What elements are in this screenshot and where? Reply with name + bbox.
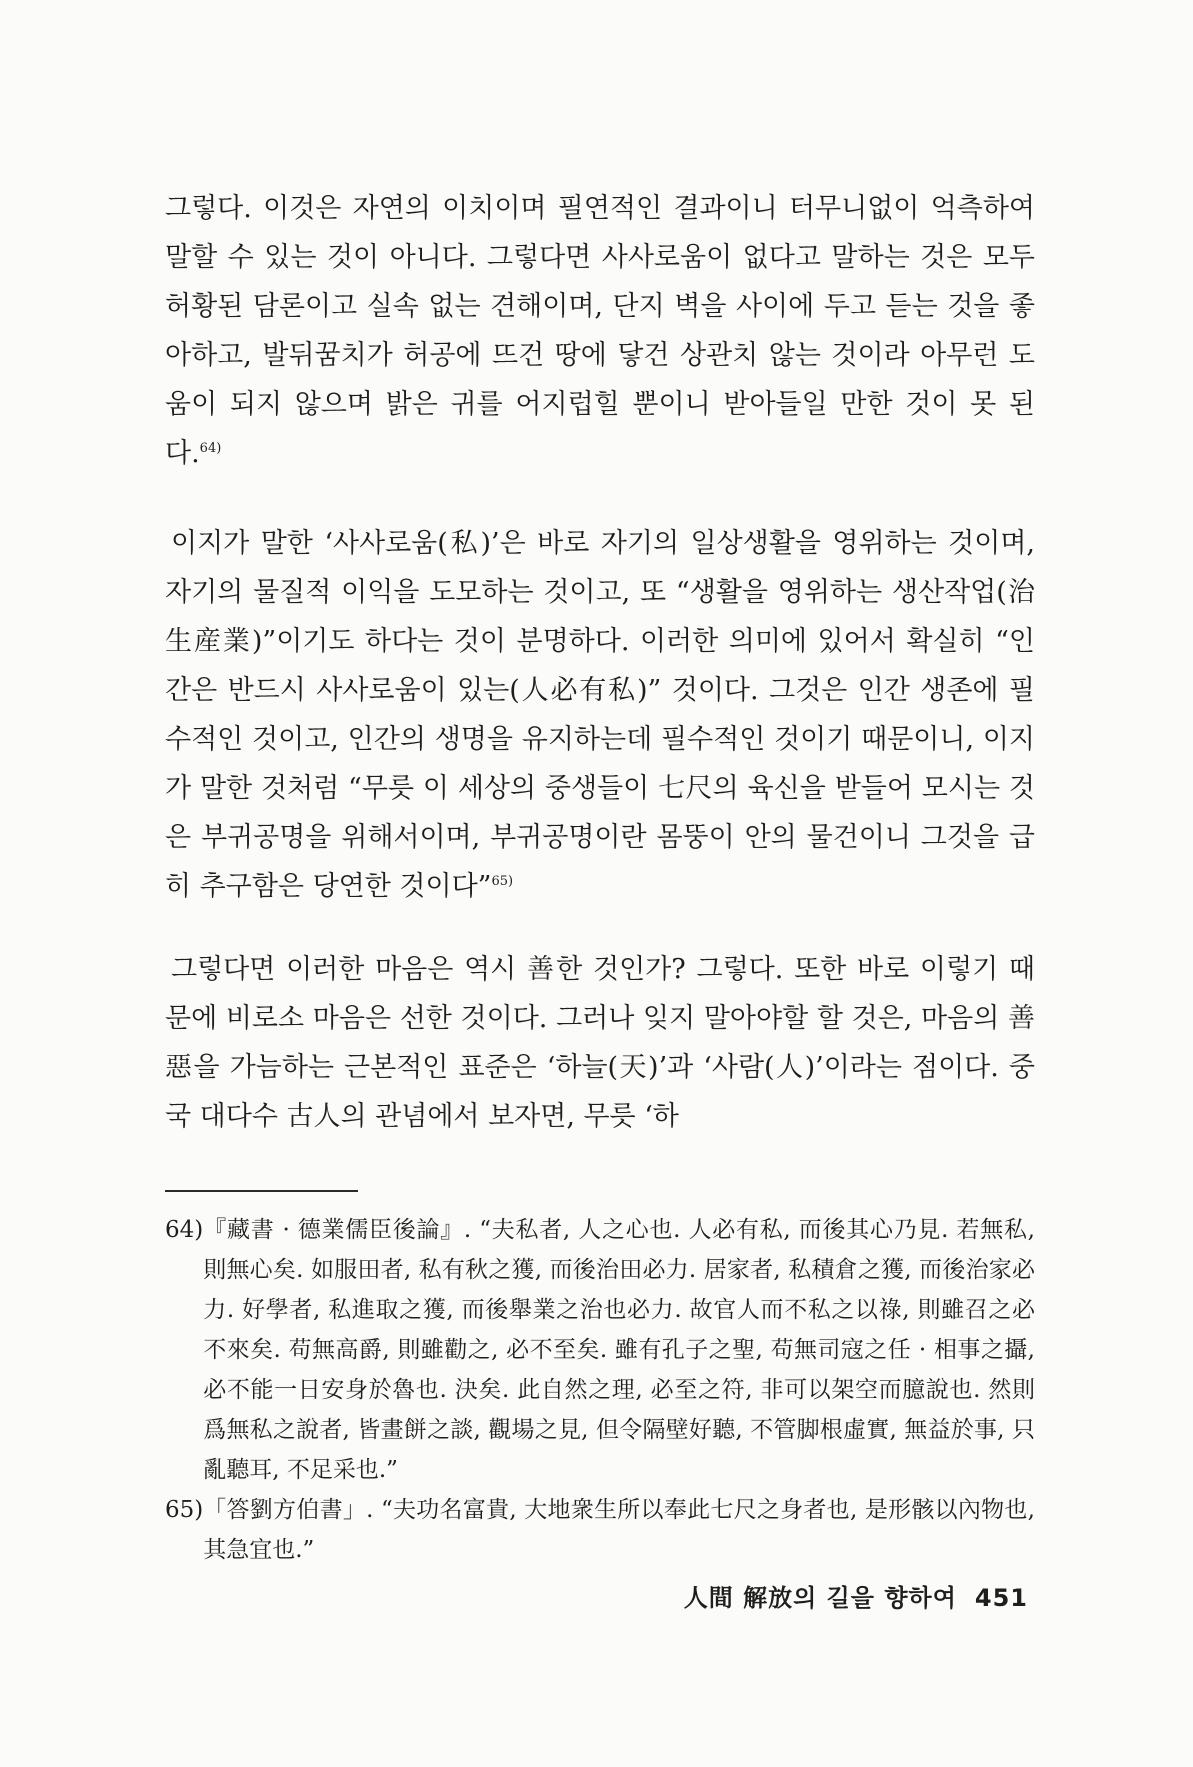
footnote-ref-64: 64) bbox=[199, 441, 222, 456]
paragraph-text: 이지가 말한 ‘사사로움(私)’은 바로 자기의 일상생활을 영위하는 것이며, 자기의 물질적 이익을 도모하는 것이고, 또 “생활을 영위하는 생산작업(治生産業)”이기도 하다는 것이 분명하다. 이러한 의미에 있어서 확실히 “인간은 반드시 사사로움이 있는(人必有私)” 것이다. 그것은 인간 생존에 필수적인 것이고, 인간의 생명을 유지하는데 필수적인 것이기 때문이니, 이지가 말한 것처럼 “무릇 이 세상의 중생들이 七尺의 육신을 받들어 모시는 것은 부귀공명을 위해서이며, 부귀공명이란 몸뚱이 안의 물건이니 그것을 급히 추구함은 당연한 것이다” bbox=[165, 528, 1035, 902]
paragraph-text: 그렇다면 이러한 마음은 역시 善한 것인가? 그렇다. 또한 바로 이렇기 때문에 비로소 마음은 선한 것이다. 그러나 잊지 말아야할 할 것은, 마음의 善惡을 가늠하는 근본적인 표준은 ‘하늘(天)’과 ‘사람(人)’이라는 점이다. 중국 대다수 古人의 관념에서 보자면, 무릇 ‘하 bbox=[165, 954, 1035, 1132]
footnote-divider bbox=[165, 1190, 358, 1192]
body-paragraph-2 bbox=[165, 519, 1035, 911]
footnote-64 bbox=[165, 1210, 1035, 1490]
footnote-65 bbox=[165, 1490, 1035, 1570]
footnote-text: 「答劉方伯書」. “夫功名富貴, 大地衆生所以奉此七尺之身者也, 是形骸以內物也, 其急宜也.” bbox=[203, 1497, 1035, 1563]
paragraph-text: 그렇다. 이것은 자연의 이치이며 필연적인 결과이니 터무니없이 억측하여 말할 수 있는 것이 아니다. 그렇다면 사사로움이 없다고 말하는 것은 모두 허황된 담론이고 실속 없는 견해이며, 단지 벽을 사이에 두고 듣는 것을 좋아하고, 발뒤꿈치가 허공에 뜨건 땅에 닿건 상관치 않는 것이라 아무런 도움이 되지 않으며 밝은 귀를 어지럽힐 뿐이니 받아들일 만한 것이 못 된다. bbox=[165, 193, 1035, 469]
footnote-ref-65: 65) bbox=[491, 874, 514, 889]
footnote-number: 65) bbox=[165, 1497, 204, 1523]
running-title: 人間 解放의 길을 향하여 bbox=[683, 1583, 957, 1612]
body-paragraph-1 bbox=[165, 184, 1035, 478]
running-footer bbox=[684, 1578, 1028, 1613]
footnote-number: 64) bbox=[165, 1217, 204, 1243]
body-paragraph-3 bbox=[165, 945, 1035, 1141]
footnote-text: 『藏書 · 德業儒臣後論』. “夫私者, 人之心也. 人必有私, 而後其心乃見. 若無私, 則無心矣. 如服田者, 私有秋之獲, 而後治田必力. 居家者, 私積倉之獲, 而後治家必力. 好學者, 私進取之獲, 而後舉業之治也必力. 故官人而不私之以祿, 則雖召之必不來矣. 苟無高爵, 則雖勸之, 必不至矣. 雖有孔子之聖, 苟無司寇之任 · 相事之攝, 必不能一日安身於魯也. 決矣. 此自然之理, 必至之符, 非可以架空而臆說也. 然則爲無私之說者, 皆畫餅之談, 觀場之見, 但令隔壁好聽, 不管脚根虛實, 無益於事, 只亂聽耳, 不足采也.” bbox=[203, 1217, 1035, 1483]
page-number: 451 bbox=[974, 1584, 1028, 1612]
footnotes bbox=[165, 1210, 1035, 1570]
